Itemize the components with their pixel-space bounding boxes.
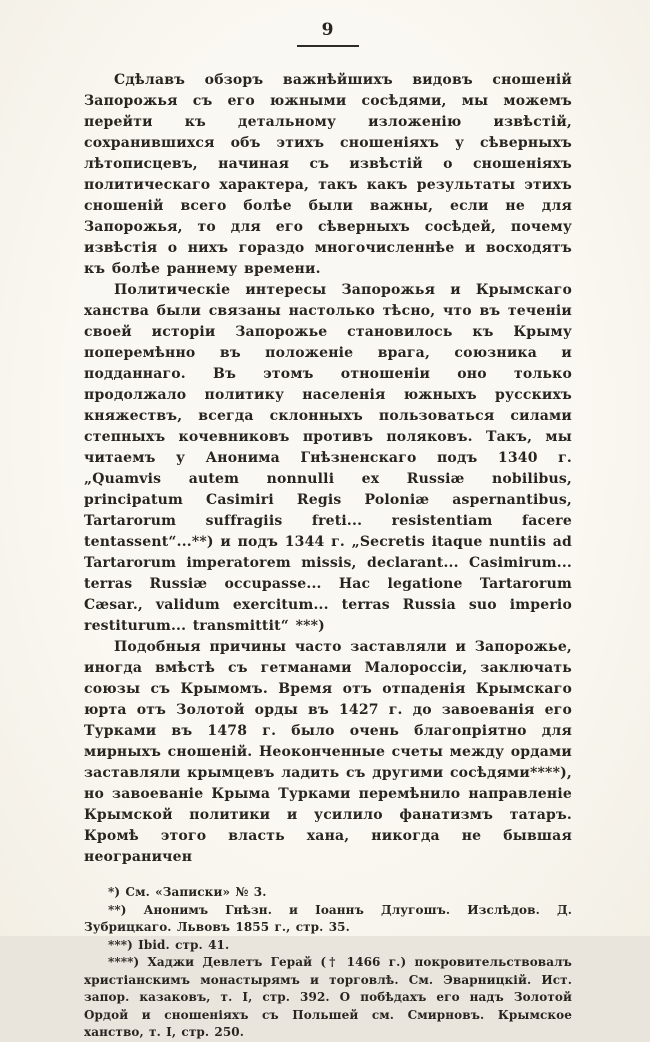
paragraph-crimea-alliances: Подобныя причины часто заставляли и Запорожье, иногда вмѣстѣ съ гетманами Малороссіи, заключать союзы съ Крымомъ. Время отъ отпаденія Крымскаго юрта отъ Золотой орды въ 1427 г. до завоеванія его Турками въ 1478 г. было очень благопріятно для мирныхъ сношеній. Неоконченные счеты между ордами заставляли крымцевъ ладить съ другими сосѣдями****), но завоеваніе Крыма Турками перемѣнило направленіе Крымской политики и усилило фанатизмъ татаръ. Кромѣ этого власть хана, никогда не бывшая неограничен	[84, 639, 572, 865]
page-number: 9	[321, 20, 335, 40]
footnote-4: ****) Хаджи Девлетъ Герай († 1466 г.) покровительствовалъ христіанскимъ монастырямъ и торговлѣ. См. Эварницкій. Ист. запор. казаковъ, т. I, стр. 392. О побѣдахъ его надъ Золотой Ордой и сношеніяхъ съ Польшей см. Смирновъ. Крымское ханство, т. I, стр. 250.	[84, 955, 572, 1039]
footnote-1: *) См. «Записки» № 3.	[108, 885, 267, 899]
paragraph-intro: Сдѣлавъ обзоръ важнѣйшихъ видовъ сношеній Запорожья съ его южными сосѣдями, мы можемъ перейти къ детальному изложенію извѣстій, сохранившихся объ этихъ сношеніяхъ у сѣверныхъ лѣтописцевъ, начиная съ извѣстій о сношеніяхъ политическаго характера, такъ какъ результаты этихъ сношеній всего болѣе были важны, если не для Запорожья, то для его сѣверныхъ сосѣдей, почему извѣстія о нихъ гораздо многочисленнѣе и восходятъ къ болѣе раннему времени.	[84, 72, 572, 277]
paragraph-political-interests: Политическіе интересы Запорожья и Крымскаго ханства были связаны настолько тѣсно, что въ теченіи своей исторіи Запорожье становилось къ Крыму поперемѣнно въ положеніе врага, союзника и подданнаго. Въ этомъ отношеніи оно только продолжало политику населенія южныхъ русскихъ княжествъ, всегда склонныхъ пользоваться силами степныхъ кочевниковъ противъ поляковъ. Такъ, мы читаемъ у Анонима Гнѣзненскаго подъ 1340 г. „Quamvis autem nonnulli ex Russiæ nobilibus, principatum Casimiri Regis Poloniæ aspernantibus, Tartarorum suffragiis freti... resistentiam facere tentassent“...**) и подъ 1344 г. „Secretis itaque nuntiis ad Tartarorum imperatorem missis, declarant... Casimirum... terras Russiæ occupasse... Hac legatione Tartarorum Cæsar., validum exercitum... terras Russia suo imperio restiturum... transmittit“ ***)	[84, 282, 572, 634]
footnotes-section	[84, 884, 572, 1042]
body-text	[84, 70, 572, 868]
footnote-3: ***) Ibid. стр. 41.	[108, 937, 230, 952]
page-header	[84, 20, 572, 47]
footnote-2: **) Анонимъ Гнѣзн. и Іоаннъ Длугошъ. Изслѣдов. Д. Зубрицкаго. Львовъ 1855 г., стр. 35.	[84, 902, 572, 934]
page-number-rule	[297, 45, 359, 47]
